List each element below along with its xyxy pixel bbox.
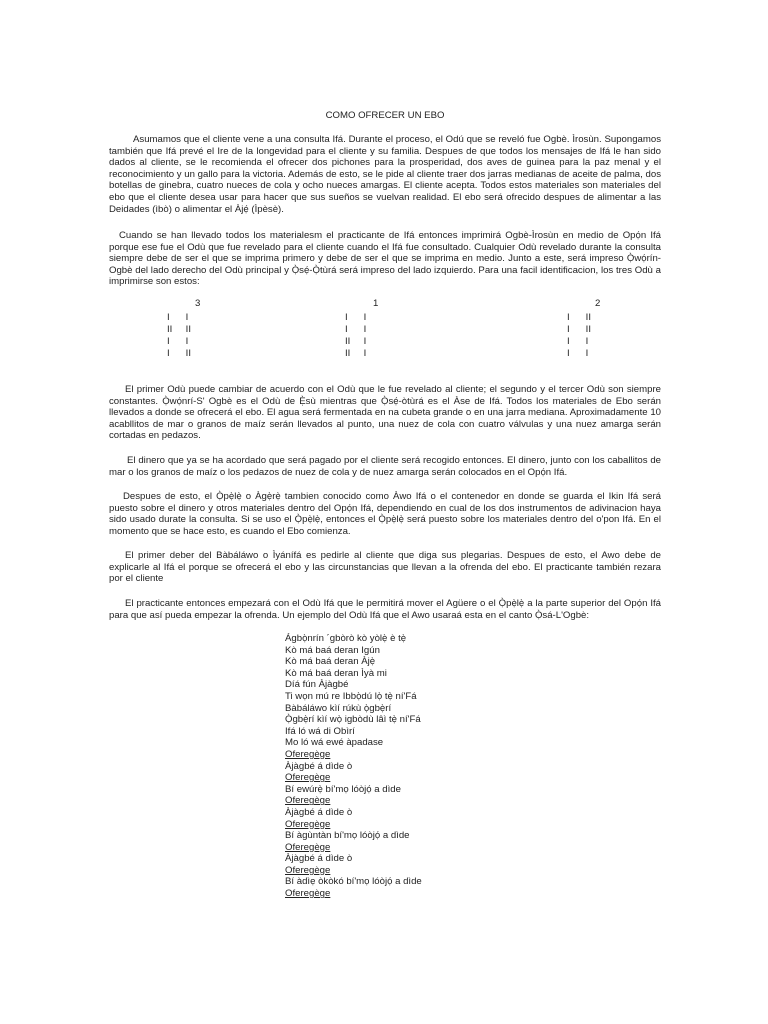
chant-line: Àjàgbé á dìde ò <box>285 853 353 865</box>
chant-line: Ti wọn mú re Ibbọ̀dú lọ̀ tẹ̀ ní'Fá <box>285 690 417 702</box>
odu-figures <box>109 298 661 360</box>
odu-row: II I <box>345 336 367 347</box>
document-title: COMO OFRECER UN EBO <box>325 110 445 121</box>
odu-row: I I <box>345 312 367 323</box>
chant-line: Ifá ló wá di Obìrí <box>285 725 355 737</box>
chant-line: Àjàgbé á dìde ò <box>285 806 353 818</box>
odu-row: II II <box>167 324 191 335</box>
chant-line: Bàbáláwo kìí rúkù ọ̀gbẹ̀rí <box>285 702 392 714</box>
odu-row: I I <box>167 312 189 323</box>
chant-line: Kò má baá deran Àjẹ̀ <box>285 656 376 668</box>
chant-verses <box>285 633 585 900</box>
chant-line: Àjàgbé á dìde ò <box>285 760 353 772</box>
chant-line: Oferegège <box>285 795 331 807</box>
paragraph-5: Despues de esto, el Ọ̀pẹ̀lẹ̀ o Àgẹ̀rẹ̀ tambien conocido como Àwo Ifá o el contenedor en donde se guarda el Ikin Ifá será puesto sobre el dinero y otros materiales dentro del Opọ́n Ifá, dependiendo en cual de los dos instrumentos de adivinacion haya sido usado durate la consulta. Si se uso el Ọ̀pẹ̀lẹ̀, entonces el Ọ̀pẹ̀lẹ̀ será puesto sobre los materiales dentro del o'pon Ifá. En el momento que se hace esto, es cuando el Ebo comienza. <box>109 491 661 537</box>
paragraph-1: Asumamos que el cliente vene a una consulta Ifá. Durante el proceso, el Odú que se reveló fue Ogbè. Ìrosùn. Supongamos también que Ifá prevé el Ire de la longevidad para el cliente y su familia. Despues de que todos los mensajes de Ifá le han sido dados al cliente, se le recomienda el ofrecer dos pichones para la prosperidad, dos aves de guinea para la paz menal y el reconocimiento y un gallo para la victoria. Además de esto, se le pide al cliente traer dos jarras medianas de aceite de palma, dos botellas de ginebra, cuatro nueces de cola y ocho nueces amargas. El cliente acepta. Todos estos materiales son materiales del ebo que el cliente desea usar para hacer que sus sueños se vuelvan realidad. El ebo será ofrecido despues de alimentar a las Deidades (ìbò) o alimentar el Àjẹ́ (Ìpèsè). <box>109 134 661 215</box>
odu-row: I I <box>167 336 189 347</box>
paragraph-6: El primer deber del Bàbáláwo o Ìyánífá es pedirle al cliente que diga sus plegarias. Despues de esto, el Awo debe de explicarle al Ifá el porque se ofrecerá el ebo y las circunstancias que llevan a la ofrenda del ebo. El practicante también rezara por el cliente <box>109 550 661 585</box>
odu-row: I I <box>345 324 367 335</box>
chant-line: Oferegège <box>285 888 331 900</box>
odu-row: II I <box>345 348 367 359</box>
odu-row: I I <box>567 336 589 347</box>
chant-line: Bí ewúrẹ̀ bí'mọ lóòjọ́ a dìde <box>285 783 401 795</box>
paragraph-2: Cuando se han llevado todos los materialesm el practicante de Ifá entonces imprimirá Ogbè-Ìrosùn en medio de Opọ́n Ifá porque ese fue el Odù que fue revelado para el cliente cuando el Ifá fue consultado. Cualquier Odù revelado durante la consulta siempre debe de ser el que se imprima primero y debe de ser el que se imprima en medio. Junto a este, será impreso Ọ̀wọ́rín-Ogbè del lado derecho del Odù principal y Ọ̀sẹ́-Ọ̀tùrá será impreso del lado izquierdo. Para una facil identificacion, los tres Odù a imprimirse son estos: <box>109 230 661 288</box>
chant-line: Mo ló wá ewé àpadase <box>285 737 384 749</box>
chant-line: Bí àgùntàn bí'mọ lóòjọ́ a dìde <box>285 830 410 842</box>
chant-line: Oferegège <box>285 818 331 830</box>
odu-left-number: 3 <box>195 298 201 309</box>
odu-center-number: 1 <box>373 298 379 309</box>
paragraph-3: El primer Odù puede cambiar de acuerdo con el Odù que le fue revelado al cliente; el segundo y el tercer Odù son siempre constantes. Ọ̀wọ́nrí-S' Ogbè es el Odù de Ẹ̀sù mientras que Ọ̀sẹ́-òtùrá es el Àse de Ifá. Todos los materiales de Ebo serán llevados a donde se ofrecerá el ebo. El agua será fermentada en na cubeta grande o en una jarra mediana. Aproximadamente 10 acabllitos de mar o granos de maíz serán llevados al punto, una nuez de cola con cuatro válvulas y una nuez amarga serán cortadas en pedazos. <box>109 384 661 442</box>
chant-line: Díá fún Àjàgbé <box>285 679 349 691</box>
chant-line: Oferegège <box>285 748 331 760</box>
chant-line: Oferegège <box>285 841 331 853</box>
odu-row: I I <box>567 348 589 359</box>
chant-line: Ágbọ̀nrín ´gbòrò kò yòlẹ̀ è tẹ̀ <box>285 633 407 644</box>
odu-right-number: 2 <box>595 298 601 309</box>
paragraph-7: El practicante entonces empezará con el Odù Ifá que le permitirá mover el Agüere o el Ọ̀pẹ̀lẹ̀ a la parte superior del Opọ́n Ifá para que así pueda empezar la ofrenda. Un ejemplo del Odù Ifá que el Awo usaraá esta en el canto Ọ̀sá-L'Ogbè: <box>109 598 661 621</box>
odu-row: I II <box>167 348 191 359</box>
chant-line: Kò má baá deran Igún <box>285 644 380 656</box>
chant-line: Bí àdìẹ òkòkó bí'mọ lóòjọ́ a dìde <box>285 876 422 888</box>
chant-line: Ọ̀gbẹ̀rí kìí wọ̀ igbòdù lâì tẹ̀ ní'Fá <box>285 714 421 726</box>
chant-line: Oferegège <box>285 864 331 876</box>
chant-line: Oferegège <box>285 772 331 784</box>
paragraph-4: El dinero que ya se ha acordado que será pagado por el cliente será recogido entonces. El dinero, junto con los caballitos de mar o los granos de maíz o los pedazos de nuez de cola y de nuez amarga serán colocados en el Opọ́n Ifá. <box>109 455 661 478</box>
odu-row: I II <box>567 324 591 335</box>
odu-row: I II <box>567 312 591 323</box>
chant-line: Kò má baá deran Ìyà mi <box>285 667 387 679</box>
